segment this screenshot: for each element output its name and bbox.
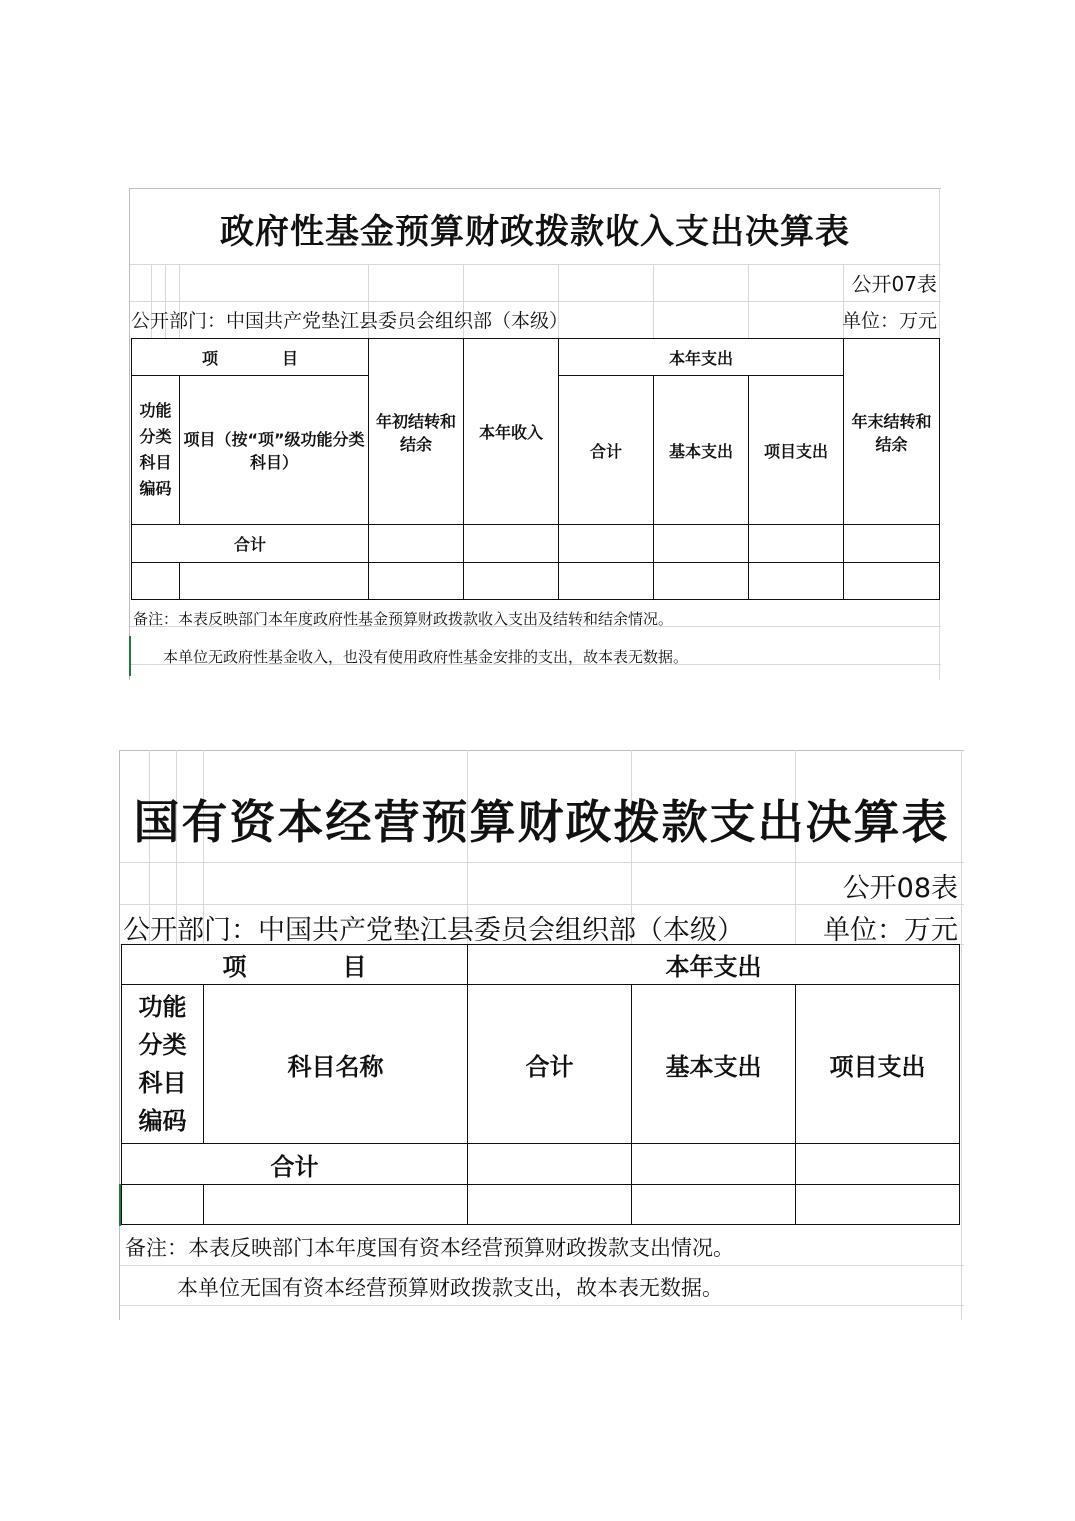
header-expense-group: 本年支出	[559, 339, 844, 376]
header-begin-balance: 年初结转和结余	[369, 339, 464, 525]
table-cell[interactable]	[749, 563, 844, 600]
header-project: 项目支出	[796, 985, 960, 1144]
header-basic: 基本支出	[632, 985, 796, 1144]
total-row-label: 合计	[122, 1144, 468, 1185]
cell-selection-marker	[119, 1184, 121, 1226]
table-cell[interactable]	[122, 1185, 204, 1225]
table-cell[interactable]	[632, 1144, 796, 1185]
table-cell[interactable]	[654, 563, 749, 600]
header-project: 项目支出	[749, 376, 844, 525]
table-cell[interactable]	[464, 563, 559, 600]
header-total: 合计	[468, 985, 632, 1144]
note-line-2: 本单位无国有资本经营预算财政拨款支出，故本表无数据。	[177, 1276, 723, 1300]
header-func-code: 功能分类科目编码	[132, 376, 180, 525]
table-cell[interactable]	[369, 563, 464, 600]
header-total: 合计	[559, 376, 654, 525]
note-line-2: 本单位无政府性基金收入，也没有使用政府性基金安排的支出，故本表无数据。	[163, 648, 689, 666]
state-capital-sheet	[119, 750, 964, 1320]
fund-budget-table	[131, 338, 940, 600]
header-func-code: 功能分类科目编码	[122, 985, 204, 1144]
note-line-1: 备注：本表反映部门本年度国有资本经营预算财政拨款支出情况。	[125, 1236, 734, 1260]
state-capital-table	[121, 944, 960, 1225]
table-cell[interactable]	[468, 1185, 632, 1225]
header-expense-group: 本年支出	[468, 945, 960, 985]
sheet-title: 国有资本经营预算财政拨款支出决算表	[133, 795, 950, 849]
table-cell[interactable]	[654, 525, 749, 563]
sheet-title: 政府性基金预算财政拨款收入支出决算表	[220, 212, 850, 252]
table-cell[interactable]	[132, 563, 180, 600]
header-item-name: 项目（按“项”级功能分类科目）	[180, 376, 369, 525]
table-cell[interactable]	[559, 563, 654, 600]
table-cell[interactable]	[468, 1144, 632, 1185]
header-item: 项 目	[132, 339, 369, 376]
table-cell[interactable]	[204, 1185, 468, 1225]
table-number: 公开07表	[851, 272, 937, 296]
table-cell[interactable]	[796, 1144, 960, 1185]
fund-budget-sheet	[129, 188, 941, 680]
table-cell[interactable]	[749, 525, 844, 563]
table-cell[interactable]	[844, 525, 940, 563]
cell-selection-marker	[129, 636, 131, 676]
table-number: 公开08表	[842, 873, 958, 904]
header-end-balance: 年末结转和结余	[844, 339, 940, 525]
unit-label: 单位：万元	[841, 310, 937, 332]
table-cell[interactable]	[369, 525, 464, 563]
total-row-label: 合计	[132, 525, 369, 563]
header-income: 本年收入	[464, 339, 559, 525]
department-label: 公开部门：中国共产党垫江县委员会组织部（本级）	[123, 915, 744, 946]
header-item: 项 目	[122, 945, 468, 985]
header-basic: 基本支出	[654, 376, 749, 525]
table-cell[interactable]	[464, 525, 559, 563]
table-cell[interactable]	[796, 1185, 960, 1225]
note-line-1: 备注：本表反映部门本年度政府性基金预算财政拨款收入支出及结转和结余情况。	[133, 610, 674, 628]
table-cell[interactable]	[559, 525, 654, 563]
unit-label: 单位：万元	[823, 915, 958, 946]
table-cell[interactable]	[844, 563, 940, 600]
department-label: 公开部门：中国共产党垫江县委员会组织部（本级）	[131, 310, 569, 332]
header-subject-name: 科目名称	[204, 985, 468, 1144]
table-cell[interactable]	[180, 563, 369, 600]
table-cell[interactable]	[632, 1185, 796, 1225]
